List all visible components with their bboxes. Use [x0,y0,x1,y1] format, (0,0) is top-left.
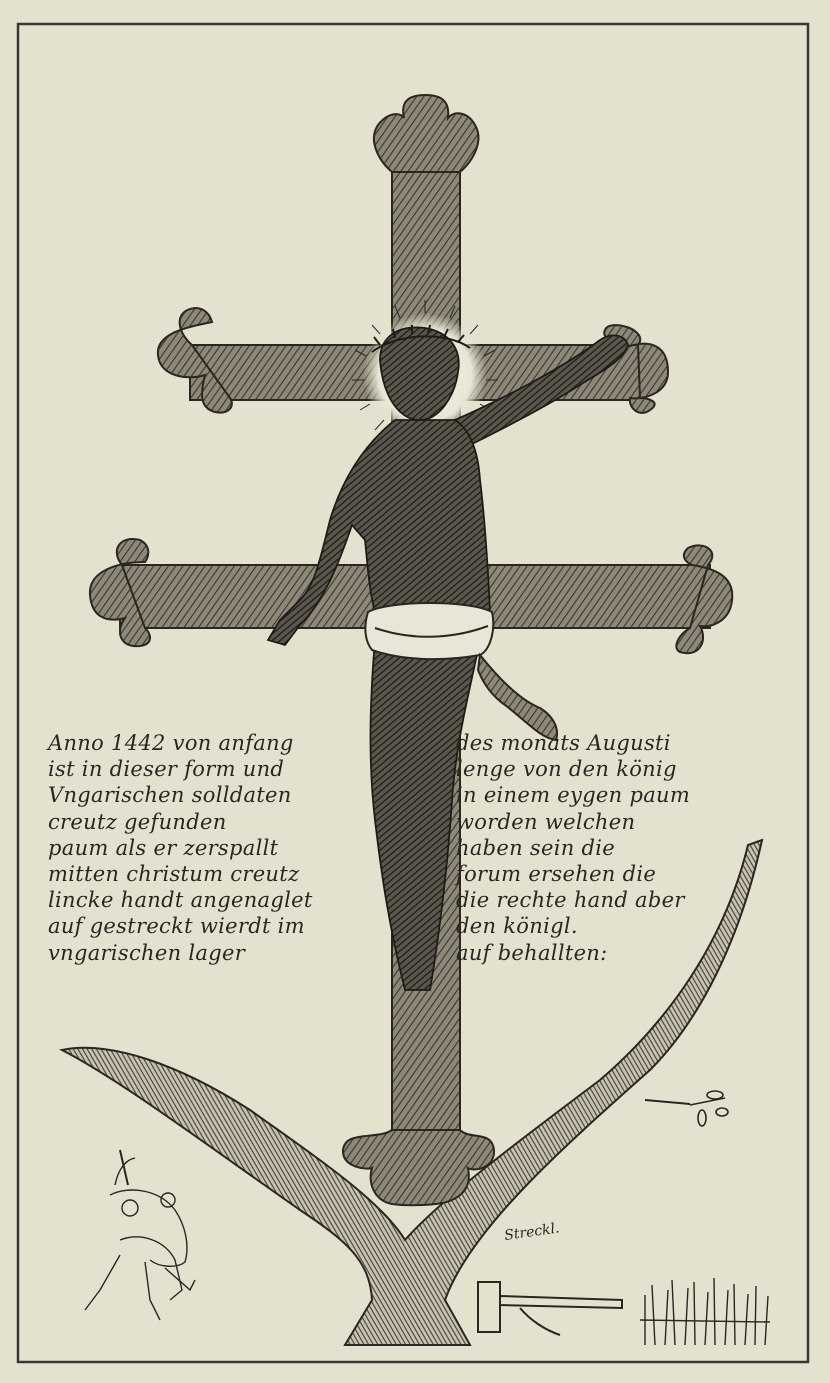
inscription-line: auf behallten: [456,940,608,965]
axe [478,1282,622,1335]
inscription-line: mitten christum creutz [48,862,300,887]
inscription-line: lincke handt angenaglet [48,888,313,913]
grass [640,1278,770,1345]
inscription-line: lenge von den könig [456,757,677,782]
inscription-right-column [456,730,690,966]
inscription-line: Anno 1442 von anfang [48,731,294,755]
inscription-left-column [48,730,313,966]
inscription-line: den königl. [456,914,578,939]
inscription-line: ist in dieser form und [48,757,285,782]
inscription-line: des monats Augusti [456,731,671,755]
inscription-line: haben sein die [456,835,616,860]
twig-leaves [690,1091,728,1126]
inscription-line: die rechte hand aber [456,888,685,913]
rider-sketch [85,1158,195,1320]
inscription-line: paum als er zerspallt [48,835,279,860]
inscription-line: vngarischen lager [48,940,246,965]
inscription-line: auf gestreckt wierdt im [48,914,305,939]
inscription-line: worden welchen [456,809,636,834]
artist-signature: Streckl. [503,1220,561,1244]
inscription-line: forum ersehen die [456,862,657,887]
inscription-line: creutz gefunden [48,809,227,834]
inscription-line: Vngarischen solldaten [48,783,292,808]
inscription-line: in einem eygen paum [456,783,691,808]
